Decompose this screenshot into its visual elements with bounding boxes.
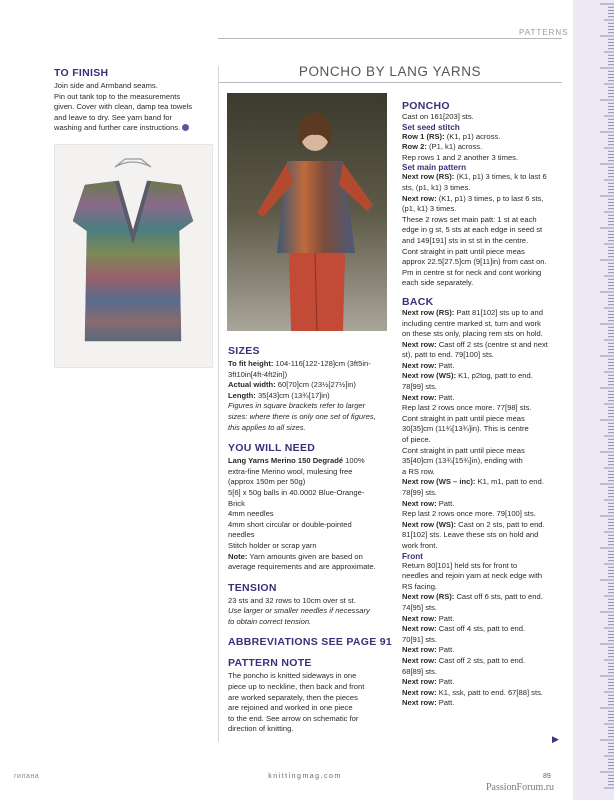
row-label: Next row:: [402, 677, 437, 687]
yarn-ball-icon: [182, 124, 189, 131]
title-rule: [218, 82, 562, 83]
body-line: needles and rejoin yarn at neck edge with: [402, 571, 543, 581]
body-line: 35[40]cm (13¾[15¾]in), ending with: [402, 456, 523, 466]
cast-on-line: Cast on 161[203] sts.: [402, 112, 474, 121]
footer-left: гилана: [14, 773, 40, 780]
need-line: needles: [228, 530, 255, 540]
row-text: work front.: [402, 540, 438, 550]
body-line: Pm in centre st for neck and cont working: [402, 267, 542, 277]
row-label: Next row:: [402, 645, 437, 655]
tension-note: Use larger or smaller needles if necessary: [228, 606, 370, 616]
row-text: Cast off 2 sts, patt to end.: [436, 655, 526, 665]
width-label: Actual width:: [228, 380, 276, 390]
row-label: Next row:: [402, 613, 437, 623]
page-number: 89: [543, 773, 551, 780]
pattern-note-heading: PATTERN NOTE: [228, 657, 312, 670]
header-rule: [218, 38, 562, 39]
row-text: 70[91] sts.: [402, 634, 438, 644]
body-line: RS facing.: [402, 581, 438, 591]
row-label: Next row (WS):: [402, 519, 456, 529]
need-line: Brick: [228, 498, 245, 508]
to-finish-line: Join side and Armband seams.: [54, 81, 158, 90]
to-finish-line: given. Cover with clean, damp tea towels: [54, 102, 193, 112]
length-label: Length:: [228, 390, 256, 400]
pattern-note-line: to the end. See arrow on schematic for: [228, 713, 359, 723]
need-line: 4mm needles: [228, 509, 274, 519]
row-text: Patt.: [436, 613, 455, 623]
row-label: Next row (WS):: [402, 371, 456, 381]
row-label: Next row (RS):: [402, 307, 455, 317]
row-label: Next row:: [402, 193, 437, 203]
row-text: (K1, p1) 3 times, p to last 6 sts,: [436, 193, 544, 203]
measuring-ruler: [573, 0, 614, 800]
row-text: 78[99] sts.: [402, 382, 438, 392]
sizes-note: sizes: where there is only one set of figures,: [228, 411, 376, 421]
to-finish-section: [54, 67, 214, 134]
row-text: Cast on 2 sts, patt to end.: [456, 519, 545, 529]
row-text: 68[89] sts.: [402, 666, 438, 676]
row-text: Cast off 6 sts, patt to end.: [454, 592, 543, 602]
row-text: sts, (p1, k1) 3 times.: [402, 182, 471, 192]
row-label: Next row:: [402, 698, 437, 708]
row-text: Patt.: [436, 677, 455, 687]
pattern-note-line: The poncho is knitted sideways in one: [228, 671, 357, 681]
row-text: including centre marked st, turn and work: [402, 318, 541, 328]
body-line: Cont straight in patt until piece meas: [402, 413, 525, 423]
body-line: These 2 rows set main patt: 1 st at each: [402, 214, 537, 224]
row-label: Next row:: [402, 498, 437, 508]
need-note: Yarn amounts given are based on: [247, 551, 363, 561]
row-text: st), patt to end. 79[100] sts.: [402, 350, 495, 360]
continue-arrow-icon: ▶: [552, 734, 559, 744]
row-text: Patt.: [436, 645, 455, 655]
need-line: extra-fine Merino wool, mulesing free: [228, 466, 353, 476]
abbreviations-heading: ABBREVIATIONS SEE PAGE 91: [228, 636, 393, 649]
sizes-section: [228, 345, 400, 735]
row-label: Next row (RS):: [402, 592, 455, 602]
tank-top-illustration: [55, 145, 212, 367]
pattern-note-line: direction of knitting.: [228, 724, 294, 734]
need-line: Stitch holder or scrap yarn: [228, 540, 317, 550]
pattern-note-line: piece up to neckline, then back and front: [228, 682, 365, 692]
row-text: (p1, k1) 3 times.: [402, 204, 457, 214]
row-text: 74[95] sts.: [402, 602, 438, 612]
repeat-line: Rep rows 1 and 2 another 3 times.: [402, 152, 519, 162]
height-value-cont: 3ft10in[4ft-4ft2in]): [228, 369, 288, 379]
row-text: (P1, k1) across.: [426, 142, 483, 152]
row-text: Cast off 4 sts, patt to end.: [436, 624, 526, 634]
pattern-title: PONCHO BY LANG YARNS: [298, 64, 482, 79]
body-line: Return 80[101] held sts for front to: [402, 560, 518, 570]
row-text: 81[102] sts. Leave these sts on hold and: [402, 530, 539, 540]
body-line: a RS row.: [402, 466, 435, 476]
sizes-note: this applies to all sizes.: [228, 422, 306, 432]
instructions-column: [402, 100, 566, 709]
need-heading: YOU WILL NEED: [228, 442, 316, 455]
back-heading: BACK: [402, 295, 434, 308]
row-text: Patt.: [436, 360, 455, 370]
to-finish-line: Pin out tank top to the measurements: [54, 91, 181, 101]
row-text: Patt 81[102] sts up to and: [454, 307, 543, 317]
row-label: Next row (WS – inc):: [402, 477, 476, 487]
row-label: Next row:: [402, 687, 437, 697]
row-text: (K1, p1) across.: [444, 131, 501, 141]
body-line: Rep last 2 rows once more. 77[98] sts.: [402, 403, 532, 413]
row-label: Next row (RS):: [402, 172, 455, 182]
need-note-cont: average requirements and are approximate.: [228, 562, 376, 572]
body-line: edge in g st, 5 sts at each edge in seed st: [402, 225, 543, 235]
repeat-line: Rep last 2 rows once more. 79[100] sts.: [402, 509, 536, 519]
row-label: Next row:: [402, 392, 437, 402]
row-text: on these sts only, placing rem sts on hold.: [402, 329, 543, 339]
seed-stitch-heading: Set seed stitch: [402, 122, 460, 132]
row-text: Patt.: [436, 392, 455, 402]
row-text: (K1, p1) 3 times, k to last 6: [454, 172, 547, 182]
row-label: Row 1 (RS):: [402, 131, 445, 141]
front-heading: Front: [402, 551, 423, 561]
need-line: 4mm short circular or double-pointed: [228, 519, 352, 529]
row-label: Next row:: [402, 360, 437, 370]
body-line: and 149[191] sts in st st in the centre.: [402, 235, 529, 245]
row-text: Cast off 2 sts (centre st and next: [436, 339, 548, 349]
ruler-ticks: [573, 0, 614, 800]
to-finish-line: and leave to dry. See yarn band for: [54, 112, 173, 122]
sizes-heading: SIZES: [228, 345, 260, 357]
row-label: Row 2:: [402, 142, 427, 152]
row-text: Patt.: [436, 498, 455, 508]
need-note-label: Note:: [228, 551, 248, 561]
height-label: To fit height:: [228, 359, 274, 368]
poncho-illustration: [227, 93, 387, 331]
length-value: 35[43]cm (13¾[17]in): [255, 390, 330, 400]
tank-top-photo: [54, 144, 213, 368]
row-text: 78[99] sts.: [402, 488, 438, 497]
yarn-name: Lang Yarns Merino 150 Degradé: [228, 456, 344, 466]
poncho-heading: PONCHO: [402, 100, 450, 112]
sizes-note: Figures in square brackets refer to larger: [228, 401, 366, 411]
tension-heading: TENSION: [228, 581, 277, 594]
row-label: Next row:: [402, 339, 437, 349]
pattern-note-line: are worked separately, then the pieces: [228, 692, 358, 702]
body-line: each side separately.: [402, 278, 474, 288]
poncho-photo: [227, 93, 387, 331]
body-line: approx 22.5[27.5]cm (9[11]in) from cast on.: [402, 257, 547, 267]
row-text: K1, p2tog, patt to end.: [456, 371, 533, 381]
yarn-fibre: 100%: [343, 456, 365, 466]
main-pattern-heading: Set main pattern: [402, 163, 467, 173]
row-label: Next row:: [402, 655, 437, 665]
row-text: K1, ssk, patt to end. 67[88] sts.: [436, 687, 543, 697]
body-line: Cont straight in patt until piece meas: [402, 246, 525, 256]
body-line: 30[35]cm (11¾[13¾]in). This is centre: [402, 424, 529, 434]
row-label: Next row:: [402, 624, 437, 634]
height-value: 104-116[122-128]cm (3ft5in-: [273, 359, 371, 368]
need-line: (approx 150m per 50g): [228, 477, 306, 487]
row-text: K1, m1, patt to end.: [475, 477, 544, 487]
to-finish-heading: TO FINISH: [54, 67, 109, 79]
body-line: Cont straight in patt until piece meas: [402, 445, 525, 455]
need-line: 5[6] x 50g balls in 40.0002 Blue-Orange-: [228, 487, 365, 497]
width-value: 60[70]cm (23½[27½]in): [275, 380, 356, 390]
to-finish-line: washing and further care instructions.: [54, 123, 181, 133]
row-text: Patt.: [436, 698, 455, 708]
tension-note: to obtain correct tension.: [228, 616, 312, 626]
pattern-note-line: are rejoined and worked in one piece: [228, 703, 353, 713]
footer-website: knittingmag.com: [268, 773, 342, 780]
column-divider: [218, 66, 219, 742]
tension-line: 23 sts and 32 rows to 10cm over st st.: [228, 595, 356, 605]
section-tab: PATTERNS: [519, 28, 569, 37]
body-line: of piece.: [402, 435, 431, 445]
watermark: PassionForum.ru: [486, 782, 555, 793]
